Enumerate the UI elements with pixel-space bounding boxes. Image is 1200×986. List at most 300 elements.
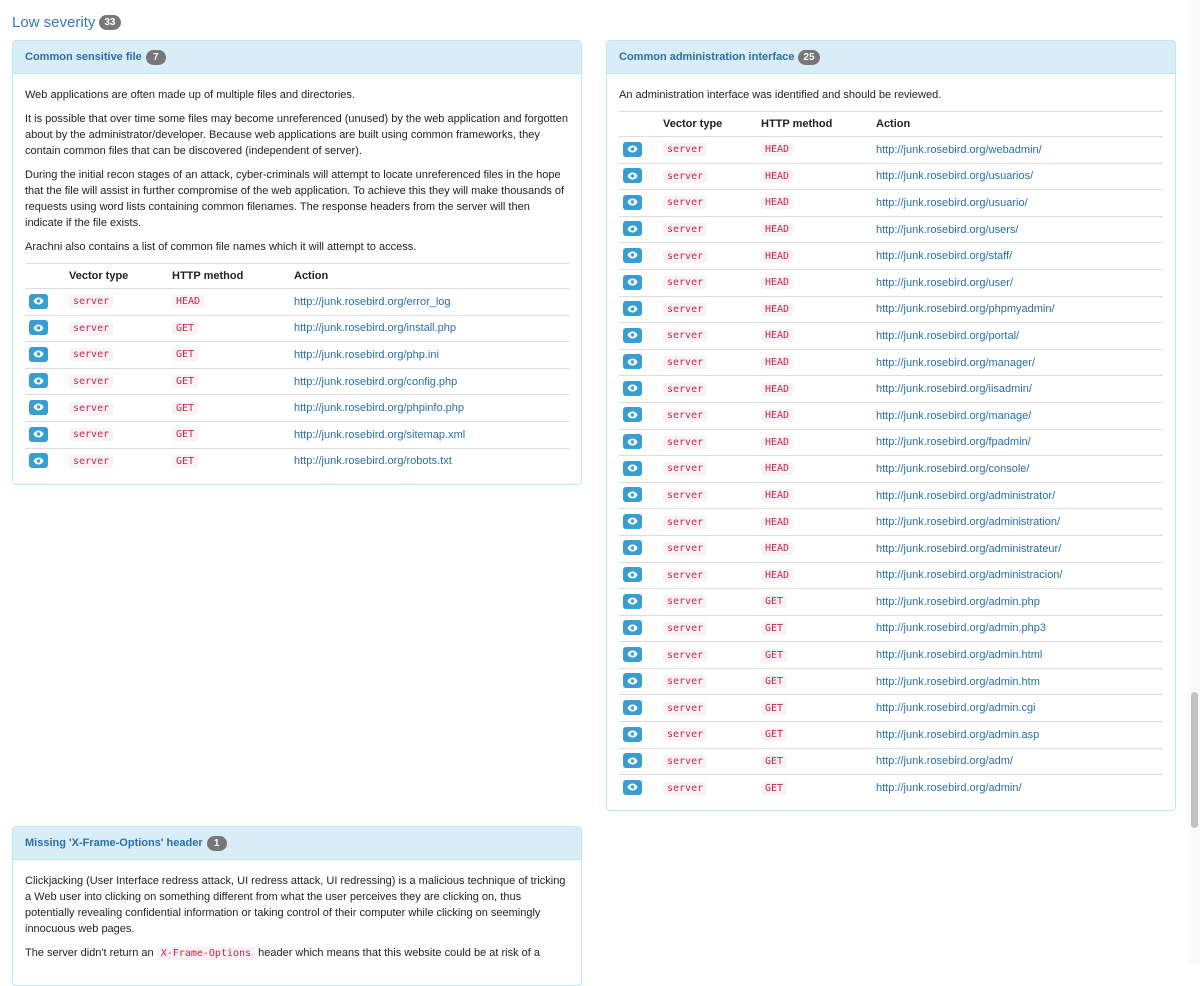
table-row — [619, 323, 1163, 350]
vector-type-cell — [659, 376, 757, 403]
http-method-cell — [757, 349, 872, 376]
action-link[interactable]: http://junk.rosebird.org/error_log — [294, 295, 451, 308]
panel-common-administration-interface — [606, 40, 1176, 811]
eye-icon — [627, 145, 638, 153]
column-header: HTTP method — [757, 112, 872, 137]
action-link[interactable]: http://junk.rosebird.org/manager/ — [876, 356, 1035, 369]
table-row — [619, 775, 1163, 801]
eye-icon — [627, 517, 638, 525]
vector-type-cell — [659, 615, 757, 642]
view-details-button[interactable] — [623, 354, 642, 369]
row-button-cell — [619, 722, 659, 749]
action-cell — [872, 456, 1163, 483]
row-button-cell — [25, 289, 65, 316]
vector-type-code: server — [663, 728, 707, 741]
action-link[interactable]: http://junk.rosebird.org/php.ini — [294, 348, 439, 361]
vector-type-code: server — [663, 595, 707, 608]
http-method-cell — [757, 163, 872, 190]
http-method-cell — [757, 216, 872, 243]
action-cell — [872, 137, 1163, 164]
action-cell — [872, 562, 1163, 589]
table-row — [619, 456, 1163, 483]
vector-type-code: server — [663, 489, 707, 502]
vector-type-cell — [659, 402, 757, 429]
vector-type-code: server — [663, 569, 707, 582]
vector-type-cell — [65, 342, 168, 369]
eye-icon — [627, 384, 638, 392]
http-method-cell — [168, 368, 290, 395]
http-method-code: HEAD — [761, 223, 793, 236]
eye-icon — [627, 544, 638, 552]
action-link[interactable]: http://junk.rosebird.org/phpmyadmin/ — [876, 303, 1055, 316]
action-link[interactable]: http://junk.rosebird.org/phpinfo.php — [294, 402, 465, 415]
eye-icon — [33, 324, 44, 332]
http-method-code: HEAD — [761, 569, 793, 582]
view-details-button[interactable] — [623, 221, 642, 236]
vector-type-cell — [659, 296, 757, 323]
eye-icon — [627, 305, 638, 313]
table-row — [619, 482, 1163, 509]
action-link[interactable]: http://junk.rosebird.org/usuario/ — [876, 196, 1028, 209]
view-details-button[interactable] — [623, 142, 642, 157]
action-link[interactable]: http://junk.rosebird.org/admin.php — [876, 595, 1040, 608]
vector-type-code: server — [69, 375, 113, 388]
row-button-cell — [619, 509, 659, 536]
vector-type-code: server — [663, 250, 707, 263]
action-cell — [872, 349, 1163, 376]
panel-count-badge: 25 — [798, 50, 819, 65]
panel-body — [13, 860, 581, 962]
row-button-cell — [619, 349, 659, 376]
vector-type-cell — [65, 315, 168, 342]
http-method-cell — [757, 429, 872, 456]
vector-type-code: server — [69, 295, 113, 308]
action-cell — [290, 342, 569, 369]
row-button-cell — [619, 323, 659, 350]
row-button-cell — [25, 315, 65, 342]
vector-type-cell — [659, 323, 757, 350]
eye-icon — [627, 411, 638, 419]
view-details-button[interactable] — [623, 434, 642, 449]
vector-type-code: server — [663, 702, 707, 715]
vector-type-code: server — [69, 428, 113, 441]
column-header: Action — [872, 112, 1163, 137]
action-cell — [872, 163, 1163, 190]
http-method-cell — [757, 775, 872, 801]
action-link[interactable]: http://junk.rosebird.org/admin/ — [876, 782, 1022, 795]
eye-icon — [627, 650, 638, 658]
http-method-code: HEAD — [761, 462, 793, 475]
panel-count-badge: 7 — [146, 50, 166, 65]
action-link[interactable]: http://junk.rosebird.org/admin.asp — [876, 728, 1040, 741]
vector-type-cell — [659, 349, 757, 376]
column-header: Vector type — [65, 264, 168, 289]
action-link[interactable]: http://junk.rosebird.org/sitemap.xml — [294, 428, 466, 441]
action-cell — [872, 376, 1163, 403]
eye-icon — [627, 704, 638, 712]
table-row — [619, 137, 1163, 164]
view-details-button[interactable] — [623, 328, 642, 343]
row-button-cell — [25, 421, 65, 448]
row-button-cell — [619, 402, 659, 429]
http-method-code: HEAD — [172, 295, 204, 308]
row-button-cell — [619, 589, 659, 616]
http-method-code: HEAD — [761, 276, 793, 289]
action-cell — [872, 429, 1163, 456]
vector-type-code: server — [663, 303, 707, 316]
vector-type-code: server — [663, 329, 707, 342]
action-link[interactable]: http://junk.rosebird.org/config.php — [294, 375, 458, 388]
http-method-cell — [757, 668, 872, 695]
http-method-code: GET — [761, 755, 787, 768]
vector-type-cell — [659, 137, 757, 164]
page-scrollbar[interactable] — [1188, 0, 1200, 964]
table-body — [619, 137, 1163, 801]
eye-icon — [33, 350, 44, 358]
header-code: X-Frame-Options — [157, 947, 255, 960]
table-body — [25, 289, 569, 475]
vector-type-cell — [659, 269, 757, 296]
description-paragraph: During the initial recon stages of an attack, cyber-criminals will attempt to locate unreferenced files in the hope that the file will assist in further compromise of the web application. To achieve this they will make thousands of requests using word lists containing common filenames. The response headers from the server will then indicate if the file exists. — [25, 169, 565, 229]
table-row — [619, 722, 1163, 749]
view-details-button[interactable] — [623, 673, 642, 688]
view-details-button[interactable] — [623, 301, 642, 316]
eye-icon — [627, 278, 638, 286]
http-method-code: HEAD — [761, 303, 793, 316]
action-link[interactable]: http://junk.rosebird.org/portal/ — [876, 329, 1020, 342]
vector-type-code: server — [663, 622, 707, 635]
column-header: Vector type — [659, 112, 757, 137]
view-details-button[interactable] — [623, 275, 642, 290]
view-details-button[interactable] — [623, 620, 642, 635]
vector-type-code: server — [663, 542, 707, 555]
eye-icon — [627, 624, 638, 632]
vector-type-code: server — [663, 462, 707, 475]
action-link[interactable]: http://junk.rosebird.org/administration/ — [876, 516, 1061, 529]
action-link[interactable]: http://junk.rosebird.org/admin.htm — [876, 675, 1040, 688]
action-cell — [872, 323, 1163, 350]
vector-type-code: server — [69, 348, 113, 361]
http-method-cell — [168, 342, 290, 369]
view-details-button[interactable] — [623, 647, 642, 662]
action-cell — [872, 695, 1163, 722]
action-link[interactable]: http://junk.rosebird.org/manage/ — [876, 409, 1032, 422]
action-link[interactable]: http://junk.rosebird.org/fpadmin/ — [876, 436, 1031, 449]
row-button-cell — [25, 342, 65, 369]
view-details-button[interactable] — [623, 567, 642, 582]
view-details-button[interactable] — [623, 461, 642, 476]
column-header: Action — [290, 264, 569, 289]
action-cell — [872, 748, 1163, 775]
action-link[interactable]: http://junk.rosebird.org/robots.txt — [294, 455, 452, 468]
vector-type-code: server — [663, 409, 707, 422]
eye-icon — [627, 491, 638, 499]
description-paragraph: Web applications are often made up of multiple files and directories. — [25, 89, 355, 101]
view-details-button[interactable] — [623, 753, 642, 768]
vector-type-cell — [659, 562, 757, 589]
view-details-button[interactable] — [623, 407, 642, 422]
table-row — [619, 349, 1163, 376]
table-row — [619, 243, 1163, 270]
eye-icon — [627, 225, 638, 233]
action-cell — [872, 190, 1163, 217]
view-details-button[interactable] — [29, 427, 48, 442]
row-button-cell — [619, 376, 659, 403]
table-row — [25, 368, 569, 395]
http-method-code: GET — [172, 375, 198, 388]
view-details-button[interactable] — [623, 540, 642, 555]
table-row — [619, 668, 1163, 695]
action-link[interactable]: http://junk.rosebird.org/adm/ — [876, 755, 1013, 768]
row-button-cell — [25, 368, 65, 395]
action-cell — [872, 775, 1163, 801]
http-method-code: HEAD — [761, 383, 793, 396]
table-row — [25, 448, 569, 474]
view-details-button[interactable] — [623, 381, 642, 396]
eye-icon — [627, 597, 638, 605]
view-details-button[interactable] — [623, 195, 642, 210]
http-method-code: HEAD — [761, 516, 793, 529]
eye-icon — [33, 457, 44, 465]
view-details-button[interactable] — [623, 248, 642, 263]
http-method-cell — [757, 695, 872, 722]
http-method-code: GET — [761, 595, 787, 608]
action-link[interactable]: http://junk.rosebird.org/admin.html — [876, 649, 1043, 662]
http-method-code: HEAD — [761, 542, 793, 555]
vector-type-cell — [659, 509, 757, 536]
text-fragment: header which means that this website could be at risk of a — [258, 947, 540, 959]
view-details-button[interactable] — [29, 453, 48, 468]
action-cell — [872, 269, 1163, 296]
eye-icon — [33, 297, 44, 305]
table-header-row — [25, 264, 569, 289]
action-link[interactable]: http://junk.rosebird.org/user/ — [876, 276, 1013, 289]
row-button-cell — [619, 775, 659, 801]
vector-type-code: server — [663, 196, 707, 209]
table-row — [619, 589, 1163, 616]
vector-type-cell — [659, 589, 757, 616]
panel-heading — [13, 827, 581, 860]
panel-title: Common administration interface — [619, 51, 795, 63]
http-method-cell — [757, 323, 872, 350]
row-button-cell — [619, 748, 659, 775]
http-method-cell — [168, 315, 290, 342]
table-row — [619, 509, 1163, 536]
http-method-cell — [757, 615, 872, 642]
eye-icon — [627, 571, 638, 579]
action-cell — [872, 535, 1163, 562]
action-link[interactable]: http://junk.rosebird.org/admin.php3 — [876, 622, 1046, 635]
scrollbar-thumb[interactable] — [1191, 692, 1198, 828]
action-link[interactable]: http://junk.rosebird.org/users/ — [876, 223, 1019, 236]
view-details-button[interactable] — [623, 514, 642, 529]
table-row — [619, 163, 1163, 190]
row-button-cell — [619, 668, 659, 695]
action-cell — [290, 395, 569, 422]
table-row — [619, 216, 1163, 243]
action-cell — [872, 243, 1163, 270]
vector-type-code: server — [663, 675, 707, 688]
vector-type-code: server — [69, 455, 113, 468]
vector-type-cell — [659, 748, 757, 775]
table-row — [619, 190, 1163, 217]
view-details-button[interactable] — [623, 168, 642, 183]
http-method-code: HEAD — [761, 356, 793, 369]
vector-type-code: server — [663, 516, 707, 529]
http-method-cell — [757, 562, 872, 589]
vector-type-cell — [659, 216, 757, 243]
http-method-cell — [168, 448, 290, 474]
view-details-button[interactable] — [623, 780, 642, 795]
vector-type-cell — [659, 243, 757, 270]
http-method-cell — [757, 642, 872, 669]
view-details-button[interactable] — [623, 727, 642, 742]
action-link[interactable]: http://junk.rosebird.org/admin.cgi — [876, 702, 1036, 715]
vector-type-cell — [659, 429, 757, 456]
http-method-code: GET — [172, 428, 198, 441]
eye-icon — [33, 403, 44, 411]
table-row — [25, 421, 569, 448]
header-spacer — [25, 264, 65, 289]
action-cell — [872, 642, 1163, 669]
row-button-cell — [619, 216, 659, 243]
view-details-button[interactable] — [29, 320, 48, 335]
view-details-button[interactable] — [623, 700, 642, 715]
table-header-row — [619, 112, 1163, 137]
view-details-button[interactable] — [29, 294, 48, 309]
row-button-cell — [619, 269, 659, 296]
http-method-cell — [757, 456, 872, 483]
http-method-code: GET — [761, 649, 787, 662]
vector-type-cell — [65, 448, 168, 474]
action-cell — [872, 402, 1163, 429]
row-button-cell — [619, 562, 659, 589]
row-button-cell — [619, 615, 659, 642]
table-row — [619, 642, 1163, 669]
http-method-code: GET — [761, 728, 787, 741]
action-link[interactable]: http://junk.rosebird.org/administrator/ — [876, 489, 1056, 502]
action-cell — [872, 722, 1163, 749]
eye-icon — [627, 331, 638, 339]
action-link[interactable]: http://junk.rosebird.org/console/ — [876, 462, 1030, 475]
action-link[interactable]: http://junk.rosebird.org/administracion/ — [876, 569, 1063, 582]
view-details-button[interactable] — [623, 594, 642, 609]
vector-type-cell — [659, 695, 757, 722]
vector-type-cell — [659, 668, 757, 695]
vector-type-cell — [659, 642, 757, 669]
http-method-code: HEAD — [761, 170, 793, 183]
action-cell — [290, 315, 569, 342]
http-method-code: GET — [172, 455, 198, 468]
vector-type-code: server — [663, 383, 707, 396]
row-button-cell — [619, 163, 659, 190]
http-method-code: HEAD — [761, 329, 793, 342]
row-button-cell — [619, 642, 659, 669]
action-cell — [872, 482, 1163, 509]
panel-heading — [13, 41, 581, 74]
http-method-code: HEAD — [761, 409, 793, 422]
http-method-cell — [757, 296, 872, 323]
action-cell — [290, 289, 569, 316]
http-method-cell — [757, 748, 872, 775]
description-paragraph: An administration interface was identified and should be reviewed. — [619, 89, 942, 101]
eye-icon — [33, 377, 44, 385]
http-method-code: GET — [761, 675, 787, 688]
table-row — [619, 269, 1163, 296]
http-method-cell — [757, 190, 872, 217]
view-details-button[interactable] — [29, 400, 48, 415]
view-details-button[interactable] — [29, 373, 48, 388]
vector-type-cell — [659, 535, 757, 562]
action-link[interactable]: http://junk.rosebird.org/staff/ — [876, 250, 1013, 263]
panel-title: Common sensitive file — [25, 51, 142, 63]
http-method-code: HEAD — [761, 143, 793, 156]
vector-type-cell — [65, 289, 168, 316]
table-row — [619, 695, 1163, 722]
action-link[interactable]: http://junk.rosebird.org/iisadmin/ — [876, 383, 1032, 396]
vector-type-code: server — [663, 223, 707, 236]
eye-icon — [627, 464, 638, 472]
vector-table — [619, 111, 1163, 801]
vector-type-code: server — [69, 402, 113, 415]
http-method-code: GET — [761, 702, 787, 715]
description-paragraph: Arachni also contains a list of common file names which it will attempt to access. — [25, 241, 417, 253]
table-row — [619, 402, 1163, 429]
action-link[interactable]: http://junk.rosebird.org/webadmin/ — [876, 143, 1042, 156]
http-method-code: HEAD — [761, 436, 793, 449]
panel-heading — [607, 41, 1175, 74]
description-paragraph: Clickjacking (User Interface redress attack, UI redress attack, UI redressing) is a malicious technique of tricking a Web user into clicking on something different from what the user perceives they are clicking on, thus potentially revealing confidential information or taking control of their computer while clicking on seemingly innocuous web pages. — [25, 875, 566, 935]
row-button-cell — [619, 296, 659, 323]
vector-type-cell — [65, 421, 168, 448]
panel-common-sensitive-file — [12, 40, 582, 485]
row-button-cell — [619, 456, 659, 483]
action-link[interactable]: http://junk.rosebird.org/install.php — [294, 322, 457, 335]
action-cell — [290, 448, 569, 474]
view-details-button[interactable] — [29, 347, 48, 362]
view-details-button[interactable] — [623, 487, 642, 502]
http-method-cell — [757, 589, 872, 616]
vector-type-code: server — [663, 436, 707, 449]
vector-type-code: server — [663, 356, 707, 369]
http-method-cell — [757, 722, 872, 749]
row-button-cell — [619, 243, 659, 270]
eye-icon — [33, 430, 44, 438]
http-method-cell — [757, 269, 872, 296]
row-button-cell — [25, 395, 65, 422]
vector-type-code: server — [663, 276, 707, 289]
table-row — [25, 315, 569, 342]
eye-icon — [627, 251, 638, 259]
action-link[interactable]: http://junk.rosebird.org/administrateur/ — [876, 542, 1062, 555]
http-method-cell — [757, 243, 872, 270]
http-method-cell — [168, 421, 290, 448]
http-method-code: HEAD — [761, 250, 793, 263]
http-method-cell — [757, 402, 872, 429]
http-method-cell — [757, 482, 872, 509]
vector-type-cell — [65, 368, 168, 395]
vector-type-code: server — [663, 170, 707, 183]
table-row — [619, 429, 1163, 456]
action-link[interactable]: http://junk.rosebird.org/usuarios/ — [876, 170, 1034, 183]
http-method-code: GET — [172, 348, 198, 361]
table-row — [619, 562, 1163, 589]
action-cell — [872, 296, 1163, 323]
eye-icon — [627, 677, 638, 685]
http-method-cell — [757, 137, 872, 164]
eye-icon — [627, 757, 638, 765]
eye-icon — [627, 358, 638, 366]
